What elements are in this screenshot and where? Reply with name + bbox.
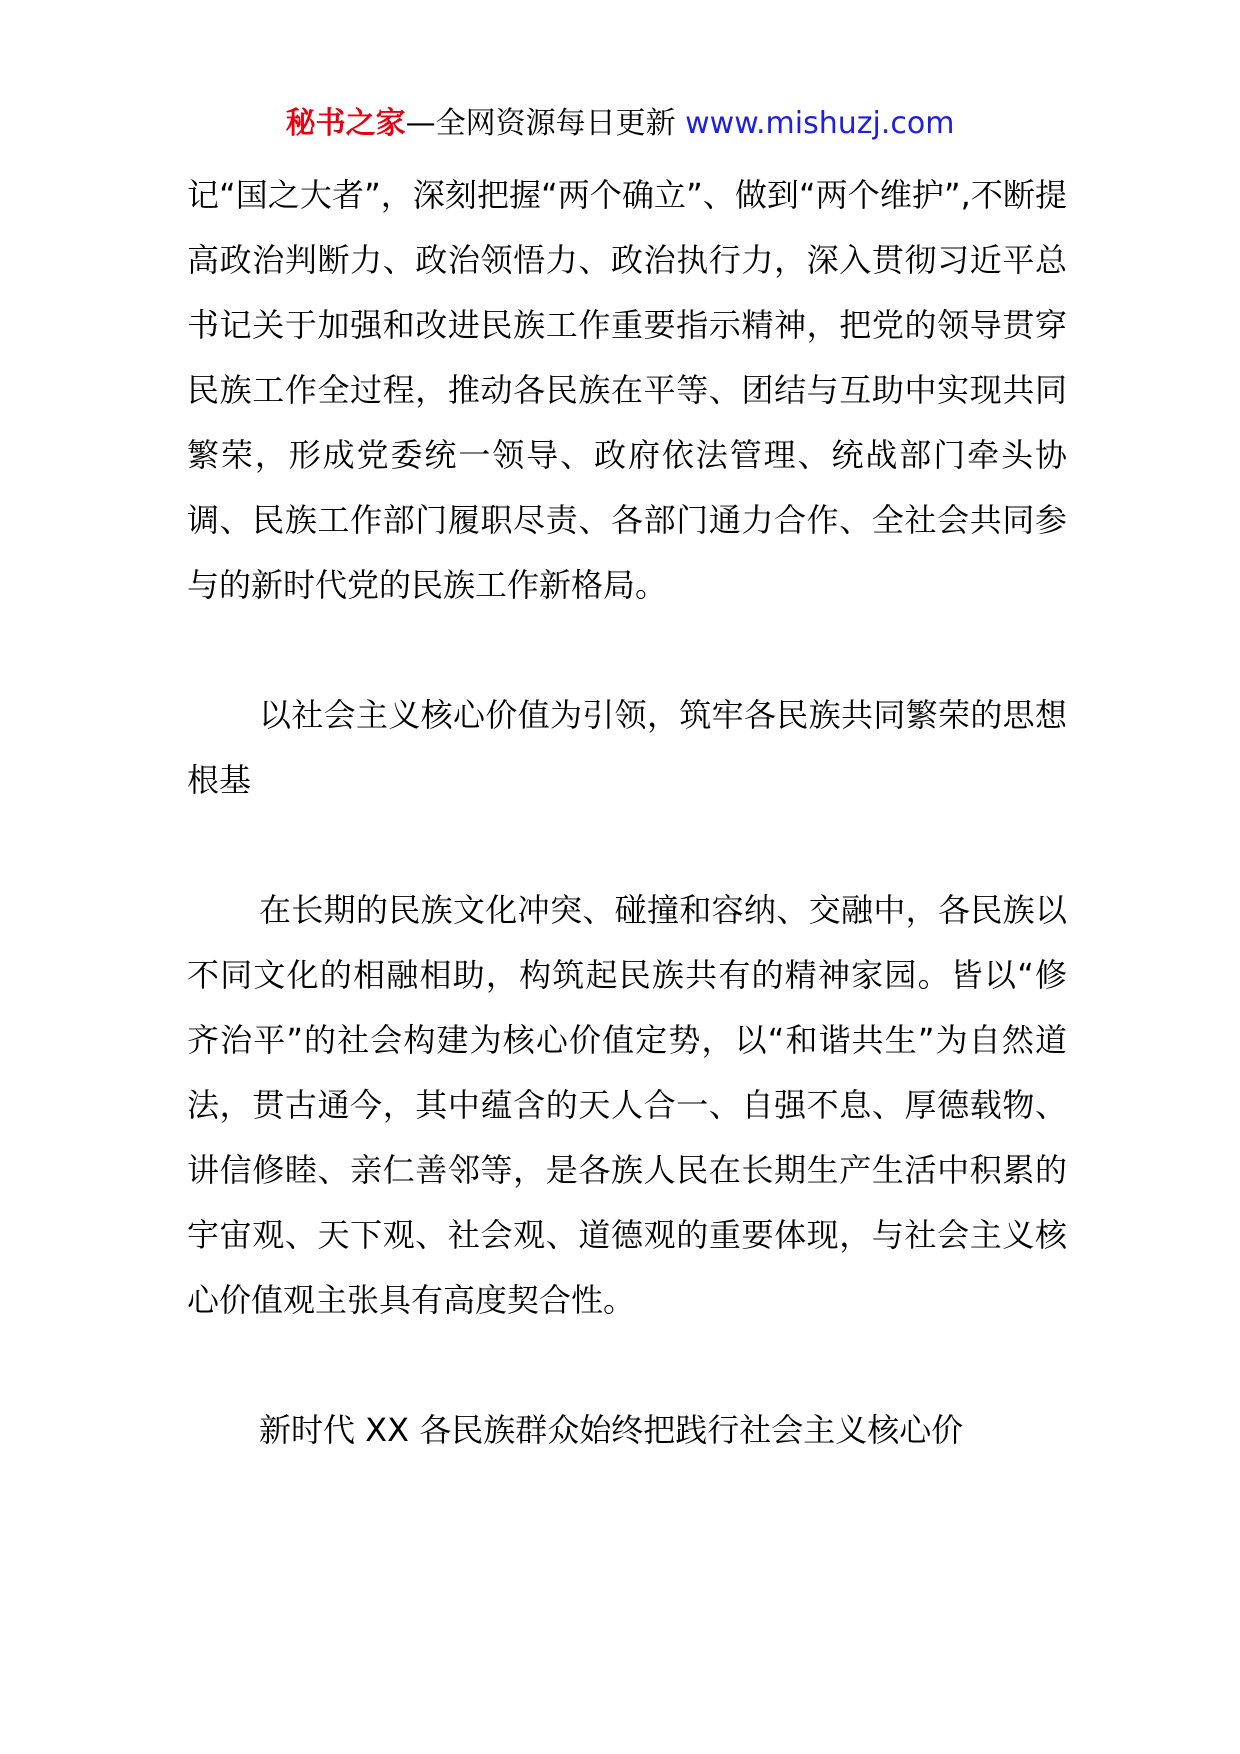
document-body — [187, 163, 1067, 1463]
header-tagline: —全网资源每日更新 — [405, 106, 686, 141]
paragraph-2: 在长期的民族文化冲突、碰撞和容纳、交融中，各民族以不同文化的相融相助，构筑起民族共有的精神家园。皆以“修齐治平”的社会构建为核心价值定势，以“和谐共生”为自然道法，贯古通今，其中蕴含的天人合一、自强不息、厚德载物、讲信修睦、亲仁善邻等，是各族人民在长期生产生活中积累的宇宙观、天下观、社会观、道德观的重要体现，与社会主义核心价值观主张具有高度契合性。 — [187, 891, 1067, 1319]
paragraph-gap — [187, 618, 1067, 683]
paragraph-1: 记“国之大者”，深刻把握“两个确立”、做到“两个维护”,不断提高政治判断力、政治领悟力、政治执行力，深入贯彻习近平总书记关于加强和改进民族工作重要指示精神，把党的领导贯穿民族工作全过程，推动各民族在平等、团结与互助中实现共同繁荣，形成党委统一领导、政府依法管理、统战部门牵头协调、民族工作部门履职尽责、各部门通力合作、全社会共同参与的新时代党的民族工作新格局。 — [187, 176, 1067, 604]
site-url[interactable]: www.mishuzj.com — [685, 106, 955, 141]
paragraph-3: 新时代 XX 各民族群众始终把践行社会主义核心价 — [259, 1411, 964, 1449]
brand-name: 秘书之家 — [285, 106, 406, 141]
section-heading: 以社会主义核心价值为引领，筑牢各民族共同繁荣的思想根基 — [187, 696, 1067, 799]
page-header — [0, 100, 1240, 148]
paragraph-gap — [187, 1333, 1067, 1398]
paragraph-gap — [187, 813, 1067, 878]
